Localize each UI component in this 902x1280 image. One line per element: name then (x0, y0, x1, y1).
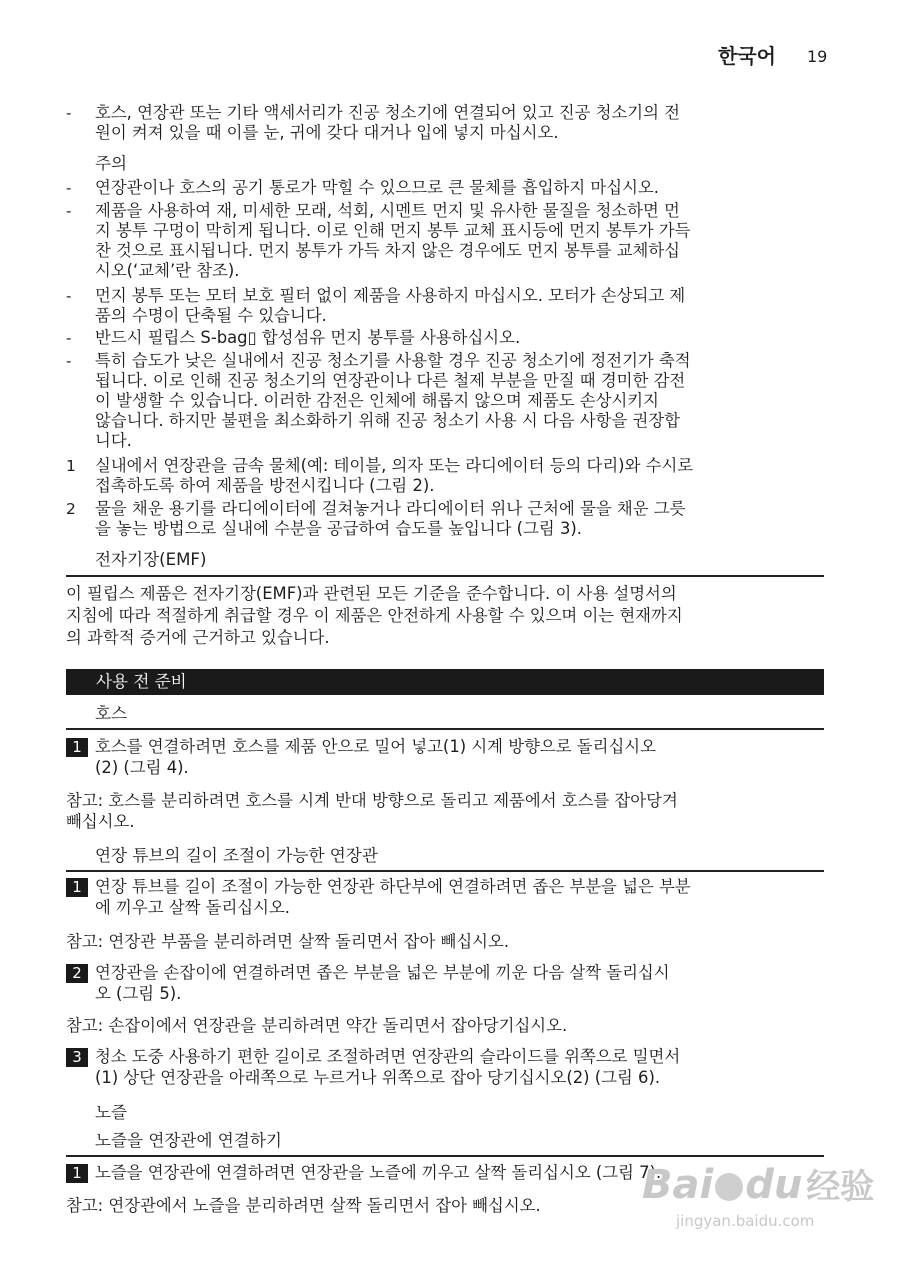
step-number-box: 1 (66, 738, 88, 757)
step-number-box: 2 (66, 964, 88, 983)
text-line: 이 필립스 제품은 전자기장(EMF)과 관련된 모든 기준을 준수합니다. 이 사용 설명서의 (66, 584, 677, 603)
emf-heading: 전자기장(EMF) (95, 550, 207, 569)
nozzle-subheading: 노즐을 연장관에 연결하기 (95, 1131, 282, 1150)
text-line: 을 놓는 방법으로 실내에 수분을 공급하여 습도를 높입니다 (그림 3). (95, 519, 582, 538)
divider (66, 870, 824, 872)
text-line: 원이 켜져 있을 때 이를 눈, 귀에 갖다 대거나 입에 넣지 마십시오. (95, 123, 559, 142)
text-line: (2) (그림 4). (95, 758, 189, 777)
bullet-dash: - (66, 329, 72, 347)
watermark-brand (642, 1163, 874, 1209)
section-title: 사용 전 준비 (96, 672, 187, 691)
divider (66, 575, 824, 577)
caution-heading: 주의 (95, 154, 128, 173)
text-line: 이 발생할 수 있습니다. 이러한 감전은 인체에 해롭지 않으며 제품도 손상시키지 (95, 391, 659, 410)
header-language: 한국어 (718, 44, 776, 68)
list-number: 1 (66, 457, 76, 475)
section-title-bar (66, 669, 824, 695)
text-line: 오 (그림 5). (95, 984, 182, 1003)
text-line: 호스, 연장관 또는 기타 액세서리가 진공 청소기에 연결되어 있고 진공 청소기의 전 (95, 103, 681, 122)
list-number: 2 (66, 500, 76, 518)
note-line: 빼십시오. (66, 812, 135, 831)
text-line: 물을 채운 용기를 라디에이터에 걸쳐놓거나 라디에이터 위나 근처에 물을 채운 그릇 (95, 499, 686, 518)
text-line: 제품을 사용하여 재, 미세한 모래, 석회, 시멘트 먼지 및 유사한 물질을 청소하면 먼 (95, 201, 680, 220)
text-line: 반드시 필립스 S-bag▯ 합성섬유 먼지 봉투를 사용하십시오. (95, 328, 521, 347)
text-line: 노즐을 연장관에 연결하려면 연장관을 노즐에 끼우고 살짝 돌리십시오 (그림 7). (95, 1163, 662, 1182)
hose-heading: 호스 (95, 704, 128, 723)
text-line: 의 과학적 증거에 근거하고 있습니다. (66, 628, 330, 647)
note-line: 참고: 연장관에서 노즐을 분리하려면 살짝 돌리면서 잡아 빼십시오. (66, 1196, 541, 1215)
divider (66, 1155, 824, 1157)
bullet-dash: - (66, 179, 72, 197)
text-line: 실내에서 연장관을 금속 물체(예: 테이블, 의자 또는 라디에이터 등의 다리)와 수시로 (95, 456, 694, 475)
step-number-box: 1 (66, 1164, 88, 1183)
divider (66, 728, 824, 730)
text-line: 연장관이나 호스의 공기 통로가 막힐 수 있으므로 큰 물체를 흡입하지 마십시오. (95, 178, 659, 197)
text-line: 호스를 연결하려면 호스를 제품 안으로 밀어 넣고(1) 시계 방향으로 돌리십시오 (95, 737, 656, 756)
text-line: 지 봉투 구멍이 막히게 됩니다. 이로 인해 먼지 봉투 교체 표시등에 먼지 봉투가 가득 (95, 221, 691, 240)
text-line: 시오(‘교체’란 참조). (95, 261, 240, 280)
text-line: 에 끼우고 살짝 돌리십시오. (95, 898, 291, 917)
text-line: 먼지 봉투 또는 모터 보호 필터 없이 제품을 사용하지 마십시오. 모터가 손상되고 제 (95, 286, 686, 305)
step-number-box: 1 (66, 878, 88, 897)
note-line: 참고: 호스를 분리하려면 호스를 시계 반대 방향으로 돌리고 제품에서 호스를 잡아당겨 (66, 791, 678, 810)
text-line: 품의 수명이 단축될 수 있습니다. (95, 306, 327, 325)
text-line: (1) 상단 연장관을 아래쪽으로 누르거나 위쪽으로 잡아 당기십시오(2) (그림 6). (95, 1068, 661, 1087)
watermark-url: jingyan.baidu.com (676, 1212, 815, 1230)
tube-heading: 연장 튜브의 길이 조절이 가능한 연장관 (95, 846, 378, 865)
text-line: 연장 튜브를 길이 조절이 가능한 연장관 하단부에 연결하려면 좁은 부분을 넓은 부분 (95, 877, 691, 896)
watermark-brand-part: du (745, 1162, 803, 1208)
text-line: 됩니다. 이로 인해 진공 청소기의 연장관이나 다른 철제 부분을 만질 때 경미한 감전 (95, 371, 686, 390)
step-number-box: 3 (66, 1048, 88, 1067)
text-line: 찬 것으로 표시됩니다. 먼지 봉투가 가득 차지 않은 경우에도 먼지 봉투를 교체하십 (95, 241, 681, 260)
watermark-brand-part: 经验 (806, 1167, 875, 1207)
paw-icon (715, 1173, 743, 1201)
text-line: 특히 습도가 낮은 실내에서 진공 청소기를 사용할 경우 진공 청소기에 정전기가 축적 (95, 351, 691, 370)
text-line: 접촉하도록 하여 제품을 방전시킵니다 (그림 2). (95, 476, 435, 495)
bullet-dash: - (66, 287, 72, 305)
bullet-dash: - (66, 104, 72, 122)
note-line: 참고: 연장관 부품을 분리하려면 살짝 돌리면서 잡아 빼십시오. (66, 932, 510, 951)
bullet-dash: - (66, 202, 72, 220)
text-line: 연장관을 손잡이에 연결하려면 좁은 부분을 넓은 부분에 끼운 다음 살짝 돌리십시 (95, 963, 670, 982)
nozzle-heading: 노즐 (95, 1103, 128, 1122)
text-line: 청소 도중 사용하기 편한 길이로 조절하려면 연장관의 슬라이드를 위쪽으로 밀면서 (95, 1047, 681, 1066)
text-line: 니다. (95, 431, 132, 450)
page-number: 19 (807, 47, 828, 66)
text-line: 않습니다. 하지만 불편을 최소화하기 위해 진공 청소기 사용 시 다음 사항을 권장합 (95, 411, 681, 430)
watermark-brand-part: Bai (642, 1162, 714, 1208)
text-line: 지침에 따라 적절하게 취급할 경우 이 제품은 안전하게 사용할 수 있으며 이는 현재까지 (66, 606, 683, 625)
note-line: 참고: 손잡이에서 연장관을 분리하려면 약간 돌리면서 잡아당기십시오. (66, 1016, 568, 1035)
bullet-dash: - (66, 352, 72, 370)
